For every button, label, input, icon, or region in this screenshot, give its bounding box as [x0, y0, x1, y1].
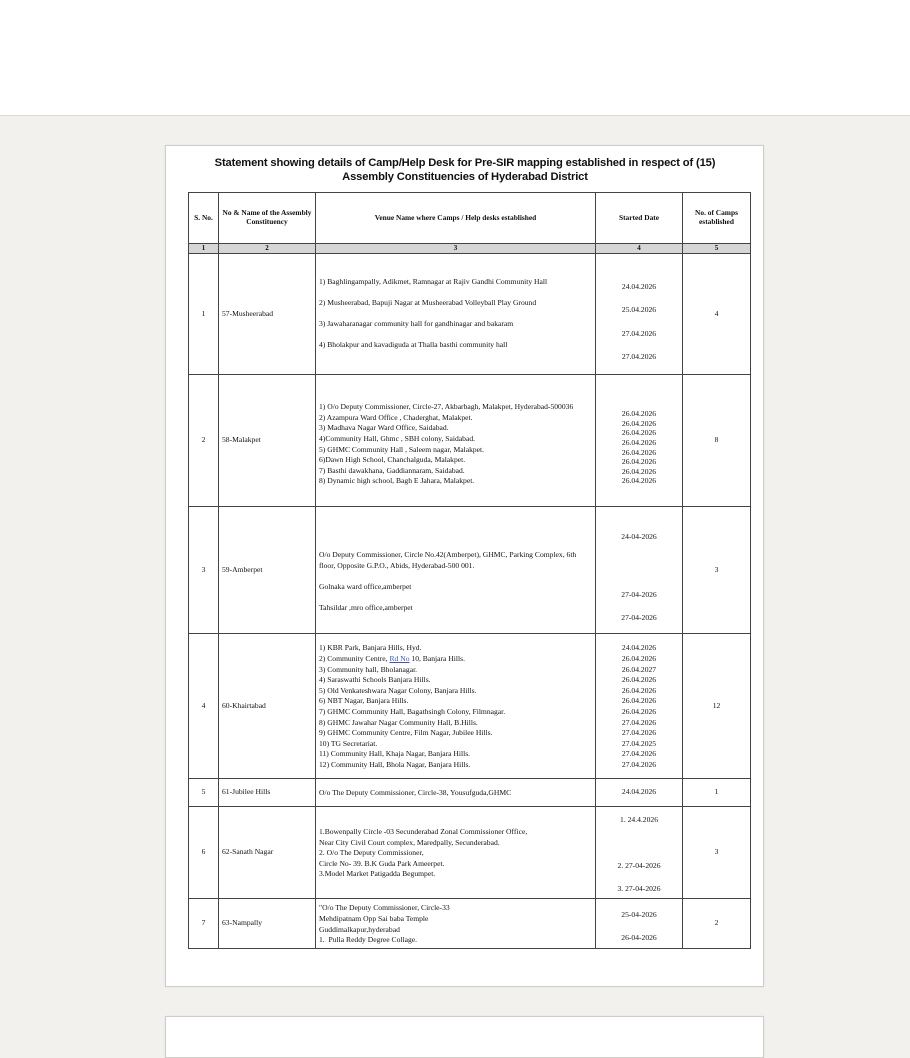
row-sno: 1 — [189, 254, 219, 375]
row-sno: 3 — [189, 507, 219, 634]
row-constituency: 59-Amberpet — [219, 507, 316, 634]
row-dates — [596, 507, 683, 634]
column-number: 3 — [316, 244, 596, 254]
venue-line: 3.Model Market Patigadda Begumpet. — [319, 869, 436, 879]
date-line: 24.04.2026 — [621, 787, 657, 797]
date-line: 26.04.2026 — [621, 466, 657, 476]
row-count: 4 — [683, 254, 751, 375]
venue-line: 2) Community Centre, Rd No 10, Banjara Hills. — [319, 654, 465, 664]
row-dates — [596, 375, 683, 507]
header-venue: Venue Name where Camps / Help desks established — [316, 193, 596, 244]
table-row — [189, 634, 751, 779]
date-line: 3. 27-04-2026 — [617, 884, 661, 894]
date-line: 26.04.2026 — [621, 418, 657, 428]
venue-line — [319, 309, 592, 320]
date-line: 24.04.2026 — [621, 643, 657, 653]
venue-line — [319, 288, 592, 299]
venue-line: 5) GHMC Community Hall , Saleem nagar, Malakpet. — [319, 444, 485, 454]
date-line: 26.04.2026 — [621, 457, 657, 467]
row-constituency: 63-Nampally — [219, 899, 316, 949]
venue-line: 8) GHMC Jawahar Nagar Community Hall, B.Hills. — [319, 717, 478, 727]
date-line: 27.04.2026 — [621, 328, 657, 338]
date-line: 27.04.2026 — [621, 728, 657, 738]
date-line: 26-04-2026 — [621, 933, 657, 943]
row-dates — [596, 779, 683, 807]
date-line: 26.04.2026 — [621, 409, 657, 419]
row-venues — [316, 899, 596, 949]
table-header-row — [189, 193, 751, 244]
row-constituency: 62-Sanath Nagar — [219, 807, 316, 899]
table-row — [189, 254, 751, 375]
row-sno: 5 — [189, 779, 219, 807]
date-line: 27.04.2026 — [621, 717, 657, 727]
venue-line: 6) NBT Nagar, Banjara Hills. — [319, 696, 409, 706]
column-number: 1 — [189, 244, 219, 254]
row-count: 12 — [683, 634, 751, 779]
date-line: 27.04.2026 — [621, 759, 657, 769]
date-line: 26.04.2026 — [621, 675, 657, 685]
date-line: 27-04-2026 — [621, 612, 657, 622]
next-document-page — [165, 1016, 764, 1058]
row-dates — [596, 899, 683, 949]
venue-line: 4)Community Hall, Ghmc , SBH colony, Saidabad. — [319, 433, 476, 443]
date-line: 27-04-2026 — [621, 589, 657, 599]
venue-line: 2) Azampura Ward Office , Chaderghat, Malakpet. — [319, 412, 473, 422]
row-constituency: 58-Malakpet — [219, 375, 316, 507]
row-sno: 2 — [189, 375, 219, 507]
row-count: 2 — [683, 899, 751, 949]
date-line: 27.04.2025 — [621, 738, 657, 748]
date-line: 27.04.2026 — [621, 749, 657, 759]
venue-line: 9) GHMC Community Centre, Film Nagar, Jubilee Hills. — [319, 728, 493, 738]
venue-line: 3) Community hall, Bholanagar. — [319, 664, 418, 674]
date-line: 26.04.2027 — [621, 664, 657, 674]
date-line: 25.04.2026 — [621, 305, 657, 315]
venue-line: 2. O/o The Deputy Commissioner, — [319, 848, 424, 858]
row-venues — [316, 807, 596, 899]
venue-line: 2) Musheerabad, Bapuji Nagar at Musheerabad Volleyball Play Ground — [319, 298, 537, 308]
venue-line: Tahsildar ,mro office,amberpet — [319, 603, 413, 613]
table-row — [189, 807, 751, 899]
date-line: 24.04.2026 — [621, 281, 657, 291]
venue-line: 1. Pulla Reddy Degree Collage. — [319, 935, 418, 945]
venue-line: Near City Civil Court complex, Maredpally, Secunderabad. — [319, 837, 500, 847]
date-line: 24-04-2026 — [621, 531, 657, 541]
row-sno: 7 — [189, 899, 219, 949]
venue-line: 10) TG Secretariat. — [319, 738, 378, 748]
row-venues — [316, 375, 596, 507]
date-line: 25-04-2026 — [621, 910, 657, 920]
venue-line: 1) Baghlingampally, Adikmet, Ramnagar at Rajiv Gandhi Community Hall — [319, 276, 548, 286]
row-venues — [316, 779, 596, 807]
venue-line: 11) Community Hall, Khaja Nagar, Banjara Hills. — [319, 749, 471, 759]
venue-line: O/o The Deputy Commissioner, Circle-38, Yousufguda,GHMC — [319, 788, 512, 798]
row-sno: 4 — [189, 634, 219, 779]
row-constituency: 61-Jubilee Hills — [219, 779, 316, 807]
camps-table — [188, 192, 751, 949]
table-row — [189, 375, 751, 507]
header-started-date: Started Date — [596, 193, 683, 244]
column-number: 4 — [596, 244, 683, 254]
venue-line: Golnaka ward office,amberpet — [319, 582, 412, 591]
venue-line: 3) Madhava Nagar Ward Office, Saidabad. — [319, 423, 449, 433]
date-line: 26.04.2026 — [621, 447, 657, 457]
venue-line: 7) GHMC Community Hall, Bagathsingh Colony, Filmnagar. — [319, 707, 506, 716]
venue-line: 1) KBR Park, Banjara Hills, Hyd. — [319, 643, 422, 653]
date-line: 26.04.2026 — [621, 654, 657, 664]
column-number: 5 — [683, 244, 751, 254]
row-count: 8 — [683, 375, 751, 507]
header-camp-count: No. of Camps established — [683, 193, 751, 244]
date-line: 26.04.2026 — [621, 476, 657, 486]
header-constituency: No & Name of the Assembly Constituency — [219, 193, 316, 244]
row-count: 3 — [683, 507, 751, 634]
venue-line: 3) Jawaharanagar community hall for gandhinagar and bakaram — [319, 319, 514, 329]
road-number-link[interactable]: Rd No — [389, 654, 410, 664]
venue-line: 7) Basthi dawakhana, Gaddiannaram, Saidabad. — [319, 465, 465, 475]
header-sno: S. No. — [189, 193, 219, 244]
venue-line: 4) Saraswathi Schools Banjara Hills. — [319, 675, 431, 685]
venue-line: 1) O/o Deputy Commissioner, Circle-27, Akbarbagh, Malakpet, Hyderabad-500036 — [319, 402, 574, 412]
venue-line: 8) Dynamic high school, Bagh E Jahara, Malakpet. — [319, 476, 475, 486]
date-line: 26.04.2026 — [621, 437, 657, 447]
column-number: 2 — [219, 244, 316, 254]
venue-line — [319, 330, 592, 341]
row-constituency: 57-Musheerabad — [219, 254, 316, 375]
date-line: 27.04.2026 — [621, 352, 657, 362]
venue-line: 12) Community Hall, Bhola Nagar, Banjara Hills. — [319, 759, 471, 769]
row-count: 1 — [683, 779, 751, 807]
document-page — [165, 145, 764, 987]
venue-line: 4) Bholakpur and kavadiguda at Thalla basthi community hall — [319, 340, 508, 350]
row-constituency: 60-Khairtabad — [219, 634, 316, 779]
venue-line: 1.Bowenpally Circle -03 Secunderabad Zonal Commissioner Office, — [319, 827, 528, 837]
table-row — [189, 899, 751, 949]
row-sno: 6 — [189, 807, 219, 899]
venue-line: O/o Deputy Commissioner, Circle No.42(Amberpet), GHMC, Parking Complex, 6th floor, Opposite G.P.O., Abids, Hyderabad-500 001. — [319, 550, 579, 570]
venue-line: Circle No- 39. B.K Guda Park Ameerpet. — [319, 858, 445, 868]
date-line: 26.04.2026 — [621, 707, 657, 716]
date-line: 26.04.2026 — [621, 685, 657, 695]
date-line: 1. 24.4.2026 — [620, 814, 658, 824]
venue-line: 5) Old Venkateshwara Nagar Colony, Banjara Hills. — [319, 685, 477, 695]
date-line: 2. 27-04-2026 — [617, 861, 661, 871]
venue-line: Guddimalkapur,hyderabad — [319, 924, 400, 934]
column-number-row — [189, 244, 751, 254]
row-venues — [316, 254, 596, 375]
table-row — [189, 507, 751, 634]
row-dates — [596, 254, 683, 375]
top-toolbar-area — [0, 0, 910, 116]
venue-line: 6)Dawn High School, Chanchalguda, Malakpet. — [319, 455, 466, 465]
venue-line: "O/o The Deputy Commissioner, Circle-33 — [319, 903, 450, 913]
row-dates — [596, 807, 683, 899]
row-venues — [316, 634, 596, 779]
row-dates — [596, 634, 683, 779]
date-line: 26.04.2026 — [621, 428, 657, 438]
table-row — [189, 779, 751, 807]
row-venues — [316, 507, 596, 634]
venue-line: Mehdipatnam Opp Sai baba Temple — [319, 913, 429, 923]
row-count: 3 — [683, 807, 751, 899]
date-line: 26.04.2026 — [621, 696, 657, 706]
document-title: Statement showing details of Camp/Help Desk for Pre-SIR mapping established in respect of (15) Assembly Constituencies of Hyderabad District — [214, 157, 716, 183]
